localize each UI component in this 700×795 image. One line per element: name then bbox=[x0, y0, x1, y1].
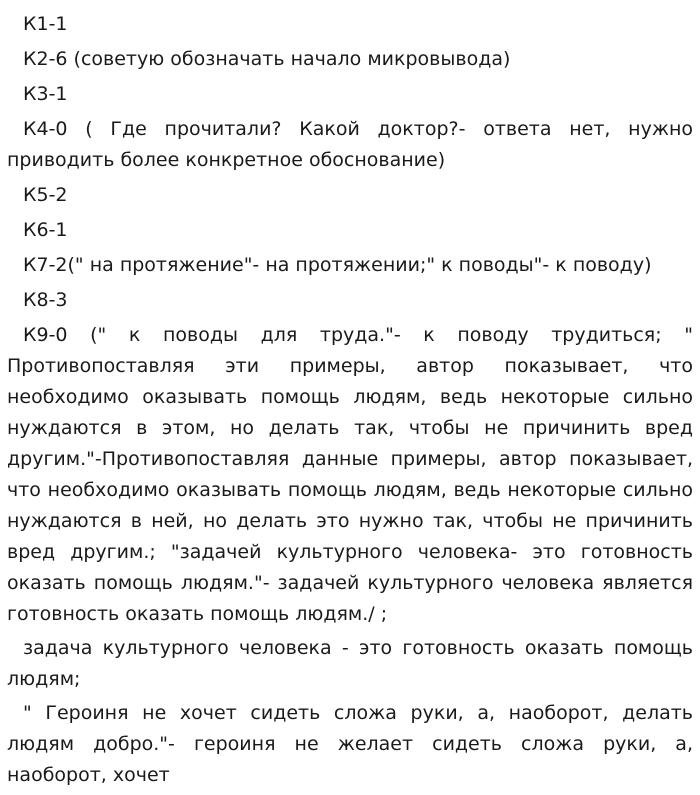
criterion-k8: К8-3 bbox=[23, 289, 68, 311]
comment-paragraph: " Героиня не хочет сидеть сложа руки, а, наоборот, делать людям добро."- героиня не желает сидеть сложа руки, а, наоборот, хочет bbox=[7, 702, 693, 786]
criterion-k5: К5-2 bbox=[23, 184, 68, 206]
criterion-k2: К2-6 (советую обозначать начало микровывода) bbox=[23, 48, 511, 70]
comment-paragraph: задача культурного человека - это готовность оказать помощь людям; bbox=[7, 637, 693, 690]
document-body bbox=[7, 9, 693, 795]
criterion-k1: К1-1 bbox=[23, 13, 68, 35]
criterion-k6: К6-1 bbox=[23, 219, 68, 241]
criterion-k4: К4-0 ( Где прочитали? Какой доктор?- ответа нет, нужно приводить более конкретное обоснование) bbox=[7, 118, 693, 171]
criterion-k3: К3-1 bbox=[23, 83, 68, 105]
criterion-k7: К7-2(" на протяжение"- на протяжении;" к поводы"- к поводу) bbox=[23, 254, 652, 276]
criterion-k9: К9-0 (" к поводы для труда."- к поводу трудиться; " Противопоставляя эти примеры, автор показывает, что необходимо оказывать помощь людям, ведь некоторые сильно нуждаются в этом, но делать так, чтобы не причинить вред другим."-Противопоставляя данные примеры, автор показывает, что необходимо оказывать помощь людям, ведь некоторые сильно нуждаются в ней, но делать это нужно так, чтобы не причинить вред другим.; "задачей культурного человека- это готовность оказать помощь людям."- задачей культурного человека является готовность оказать помощь людям./ ; bbox=[7, 324, 693, 625]
